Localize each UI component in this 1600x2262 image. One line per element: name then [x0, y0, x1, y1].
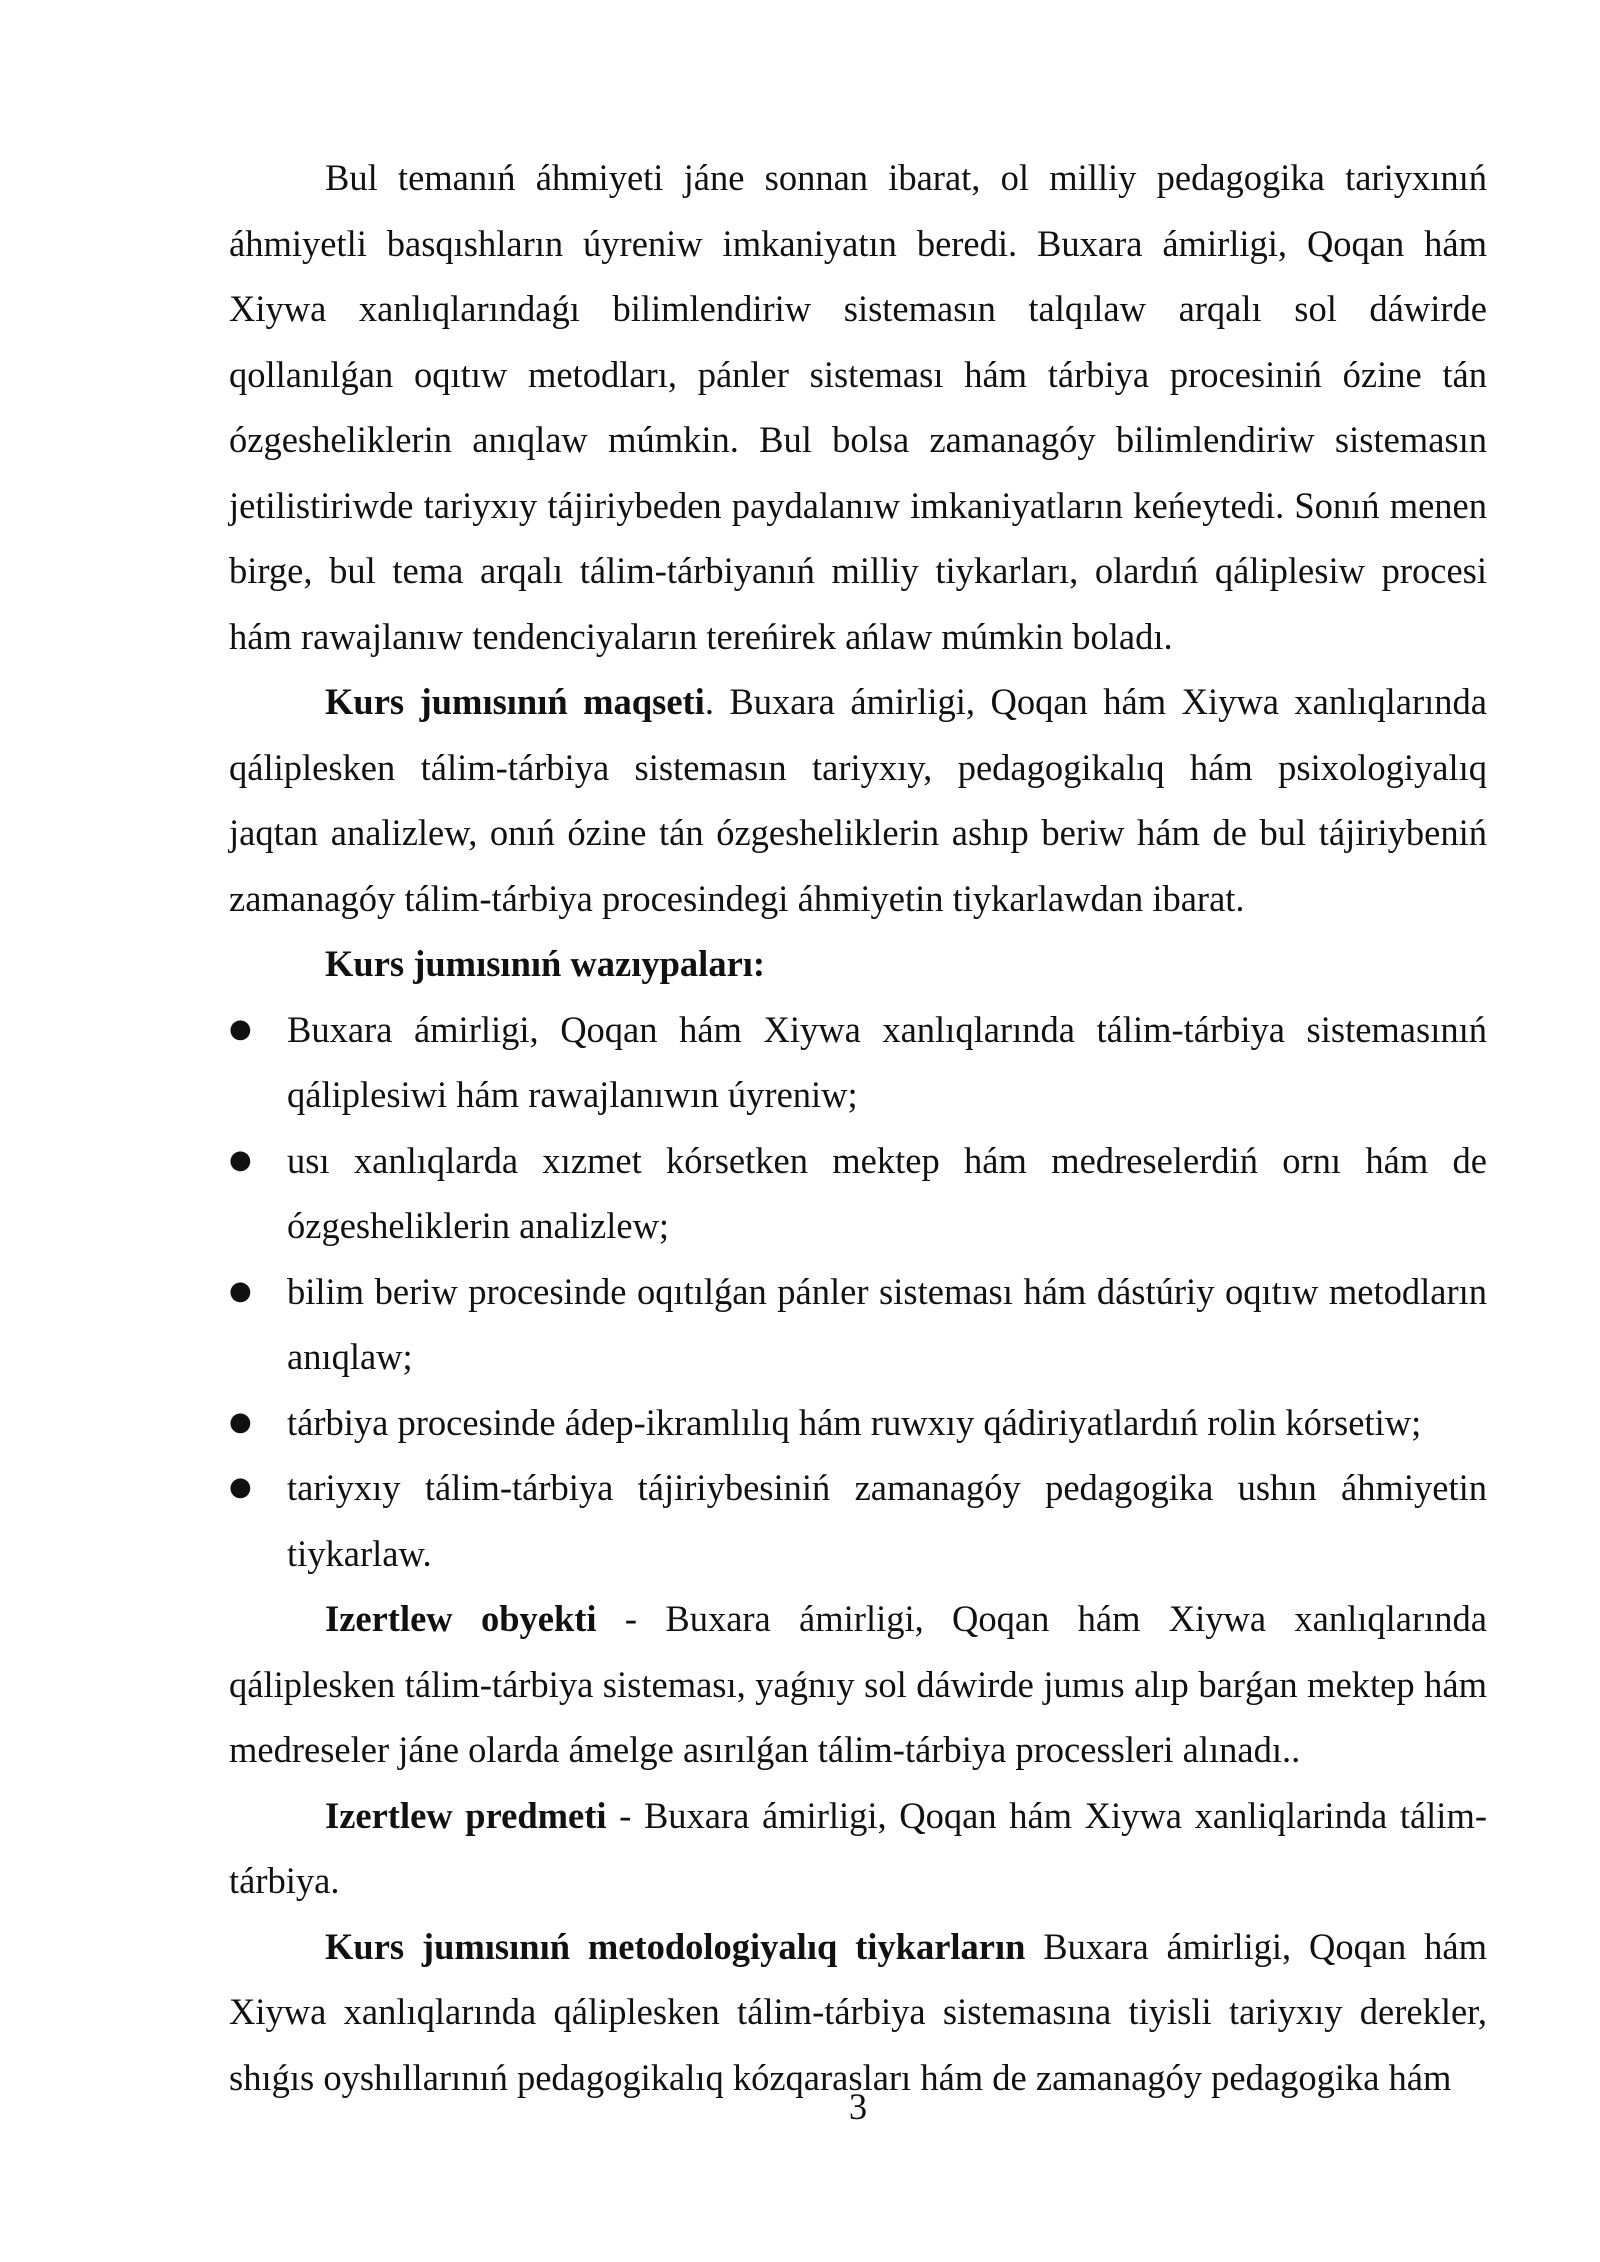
- list-item: [229, 1259, 1487, 1390]
- bullet-icon: ●: [229, 1013, 252, 1044]
- method-paragraph: [229, 1914, 1487, 2111]
- document-page: [229, 145, 1487, 2110]
- object-paragraph: [229, 1586, 1487, 1783]
- tasks-heading: Kurs jumısınıń wazıypaları:: [325, 943, 766, 984]
- bullet-icon: ●: [229, 1406, 252, 1437]
- goal-text: . Buxara ámirligi, Qoqan hám Xiywa xanlıqlarında qáliplesken tálim-tárbiya sistemasın tariyxıy, pedagogikalıq hám psixologiyalıq jaqtan analizlew, onıń ózine tán ózgesheliklerin ashıp beriw hám de bul tájiriybeniń zamanagóy tálim-tárbiya procesindegi áhmiyetin tiykarlawdan ibarat.: [229, 681, 1487, 919]
- list-item: [229, 1390, 1487, 1456]
- page-number: 3: [848, 2086, 868, 2127]
- subject-paragraph: [229, 1783, 1487, 1914]
- list-item: [229, 1128, 1487, 1259]
- task-text: Buxara ámirligi, Qoqan hám Xiywa xanlıqlarında tálim-tárbiya sistemasınıń qáliplesiwi hám rawajlanıwın úyreniw;: [287, 1008, 1487, 1115]
- object-text: - Buxara ámirligi, Qoqan hám Xiywa xanlıqlarında qáliplesken tálim-tárbiya sisteması, yaǵnıy sol dáwirde jumıs alıp barǵan mektep hám medreseler jáne olarda ámelge asırılǵan tálim-tárbiya processleri alınadı..: [229, 1598, 1487, 1770]
- task-text: bilim beriw procesinde oqıtılǵan pánler sisteması hám dástúriy oqıtıw metodların anıqlaw;: [287, 1270, 1487, 1377]
- list-item: [229, 997, 1487, 1128]
- task-text: tariyxıy tálim-tárbiya tájiriybesiniń zamanagóy pedagogika ushın áhmiyetin tiykarlaw.: [287, 1467, 1487, 1574]
- task-text: usı xanlıqlarda xızmet kórsetken mektep hám medreselerdiń ornı hám de ózgesheliklerin analizlew;: [287, 1139, 1487, 1246]
- tasks-list: [229, 997, 1487, 1587]
- goal-label: Kurs jumısınıń maqseti: [325, 681, 705, 722]
- subject-label: Izertlew predmeti: [325, 1794, 607, 1836]
- goal-paragraph: [229, 669, 1487, 931]
- list-item: [229, 1455, 1487, 1586]
- method-text: Buxara ámirligi, Qoqan hám Xiywa xanlıqlarında qáliplesken tálim-tárbiya sistemasına tiyisli tariyxıy derekler, shıǵıs oyshıllarınıń pedagogikalıq kózqarasları hám de zamanagóy pedagogika hám: [229, 1925, 1487, 2098]
- intro-paragraph: Bul temanıń áhmiyeti jáne sonnan ibarat, ol milliy pedagogika tariyxınıń áhmiyetli basqıshların úyreniw imkaniyatın beredi. Buxara ámirligi, Qoqan hám Xiywa xanlıqlarındaǵı bilimlendiriw sistemasın talqılaw arqalı sol dáwirde qollanılǵan oqıtıw metodları, pánler sisteması hám tárbiya procesiniń ózine tán ózgesheliklerin anıqlaw múmkin. Bul bolsa zamanagóy bilimlendiriw sistemasın jetilistiriwde tariyxıy tájiriybeden paydalanıw imkaniyatların keńeytedi. Sonıń menen birge, bul tema arqalı tálim-tárbiyanıń milliy tiykarları, olardıń qáliplesiw procesi hám rawajlanıw tendenciyaların tereńirek ańlaw múmkin boladı.: [229, 157, 1487, 657]
- bullet-icon: ●: [229, 1275, 252, 1306]
- subject-text: - Buxara ámirligi, Qoqan hám Xiywa xanliqlarinda tálim-tárbiya.: [229, 1794, 1487, 1901]
- bullet-icon: ●: [229, 1144, 252, 1175]
- object-label: Izertlew obyekti: [325, 1598, 597, 1639]
- method-label: Kurs jumısınıń metodologiyalıq tiykarların: [325, 1925, 1026, 1967]
- bullet-icon: ●: [229, 1472, 252, 1502]
- task-text: tárbiya procesinde ádep-ikramlılıq hám ruwxıy qádiriyatlardıń rolin kórsetiw;: [287, 1401, 1422, 1443]
